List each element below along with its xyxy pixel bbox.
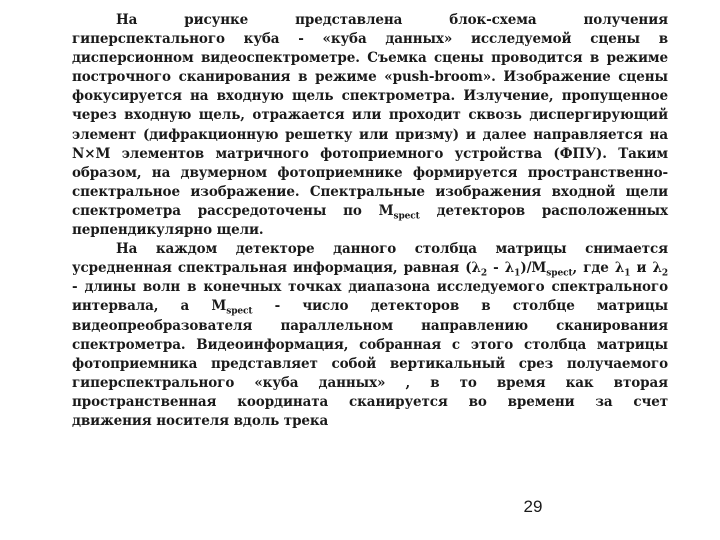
text-line: через входную щель, отражается или проходит сквозь диспергирующий bbox=[72, 107, 668, 124]
subscript: 2 bbox=[661, 268, 669, 279]
text-fragment: и λ bbox=[630, 260, 662, 277]
text-line: пространственная координата сканируется во времени за счет bbox=[72, 393, 668, 410]
text-line: гиперспектрального «куба данных» , в то время как вторая bbox=[72, 374, 668, 391]
text-line: дисперсионном видеоспектрометре. Съемка сцены проводится в режиме bbox=[72, 50, 668, 67]
text-line: спектральное изображение. Спектральные изображения входной щели bbox=[72, 183, 668, 200]
text-line: образом, на двумерном фотоприемнике формируется пространственно- bbox=[72, 164, 668, 181]
text-fragment: - число детекторов в столбце матрицы bbox=[252, 298, 669, 315]
text-line: N×M элементов матричного фотоприемного устройства (ФПУ). Таким bbox=[72, 145, 668, 162]
body-text bbox=[72, 11, 668, 431]
text-fragment: усредненная спектральная информация, равная (λ bbox=[72, 260, 481, 277]
text-line: построчного сканирования в режиме «push-broom». Изображение сцены bbox=[72, 69, 668, 86]
subscript: spect bbox=[393, 211, 420, 222]
subscript: spect bbox=[226, 307, 253, 318]
text-line: - длины волн в конечных точках диапазона исследуемого спектрального bbox=[72, 279, 668, 296]
text-line bbox=[72, 259, 668, 278]
text-fragment: интервала, а M bbox=[72, 298, 227, 315]
text-line bbox=[72, 202, 668, 221]
text-fragment: - λ bbox=[487, 260, 515, 277]
text-line: движения носителя вдоль трека bbox=[72, 412, 329, 429]
text-line: фокусируется на входную щель спектрометра. Излучение, пропущенное bbox=[72, 88, 668, 105]
subscript: 1 bbox=[624, 268, 631, 279]
subscript: 2 bbox=[480, 268, 488, 279]
text-line: перпендикулярно щели. bbox=[72, 222, 264, 239]
text-fragment: спектрометра рассредоточены по M bbox=[72, 202, 394, 219]
subscript: spect bbox=[546, 268, 573, 279]
subscript: 1 bbox=[514, 268, 521, 279]
paragraph-1 bbox=[72, 11, 668, 240]
text-fragment: , где λ bbox=[572, 260, 625, 277]
text-line bbox=[72, 297, 668, 316]
text-line: спектрометра. Видеоинформация, собранная с этого столбца матрицы bbox=[72, 336, 668, 353]
text-line: На каждом детекторе данного столбца матрицы снимается bbox=[116, 241, 668, 258]
text-line: элемент (дифракционную решетку или призму) и далее направляется на bbox=[72, 126, 668, 143]
text-fragment: детекторов расположенных bbox=[419, 202, 668, 219]
page-number: 29 bbox=[523, 497, 543, 516]
text-line: гиперспектального куба - «куба данных» исследуемой сцены в bbox=[72, 31, 668, 48]
text-line: видеопреобразователя параллельном направлению сканирования bbox=[72, 317, 668, 334]
paragraph-2 bbox=[72, 240, 668, 431]
text-fragment: )/M bbox=[520, 260, 547, 277]
text-line: На рисунке представлена блок-схема получения bbox=[116, 12, 668, 28]
text-line: фотоприемника представляет собой вертикальный срез получаемого bbox=[72, 355, 668, 372]
